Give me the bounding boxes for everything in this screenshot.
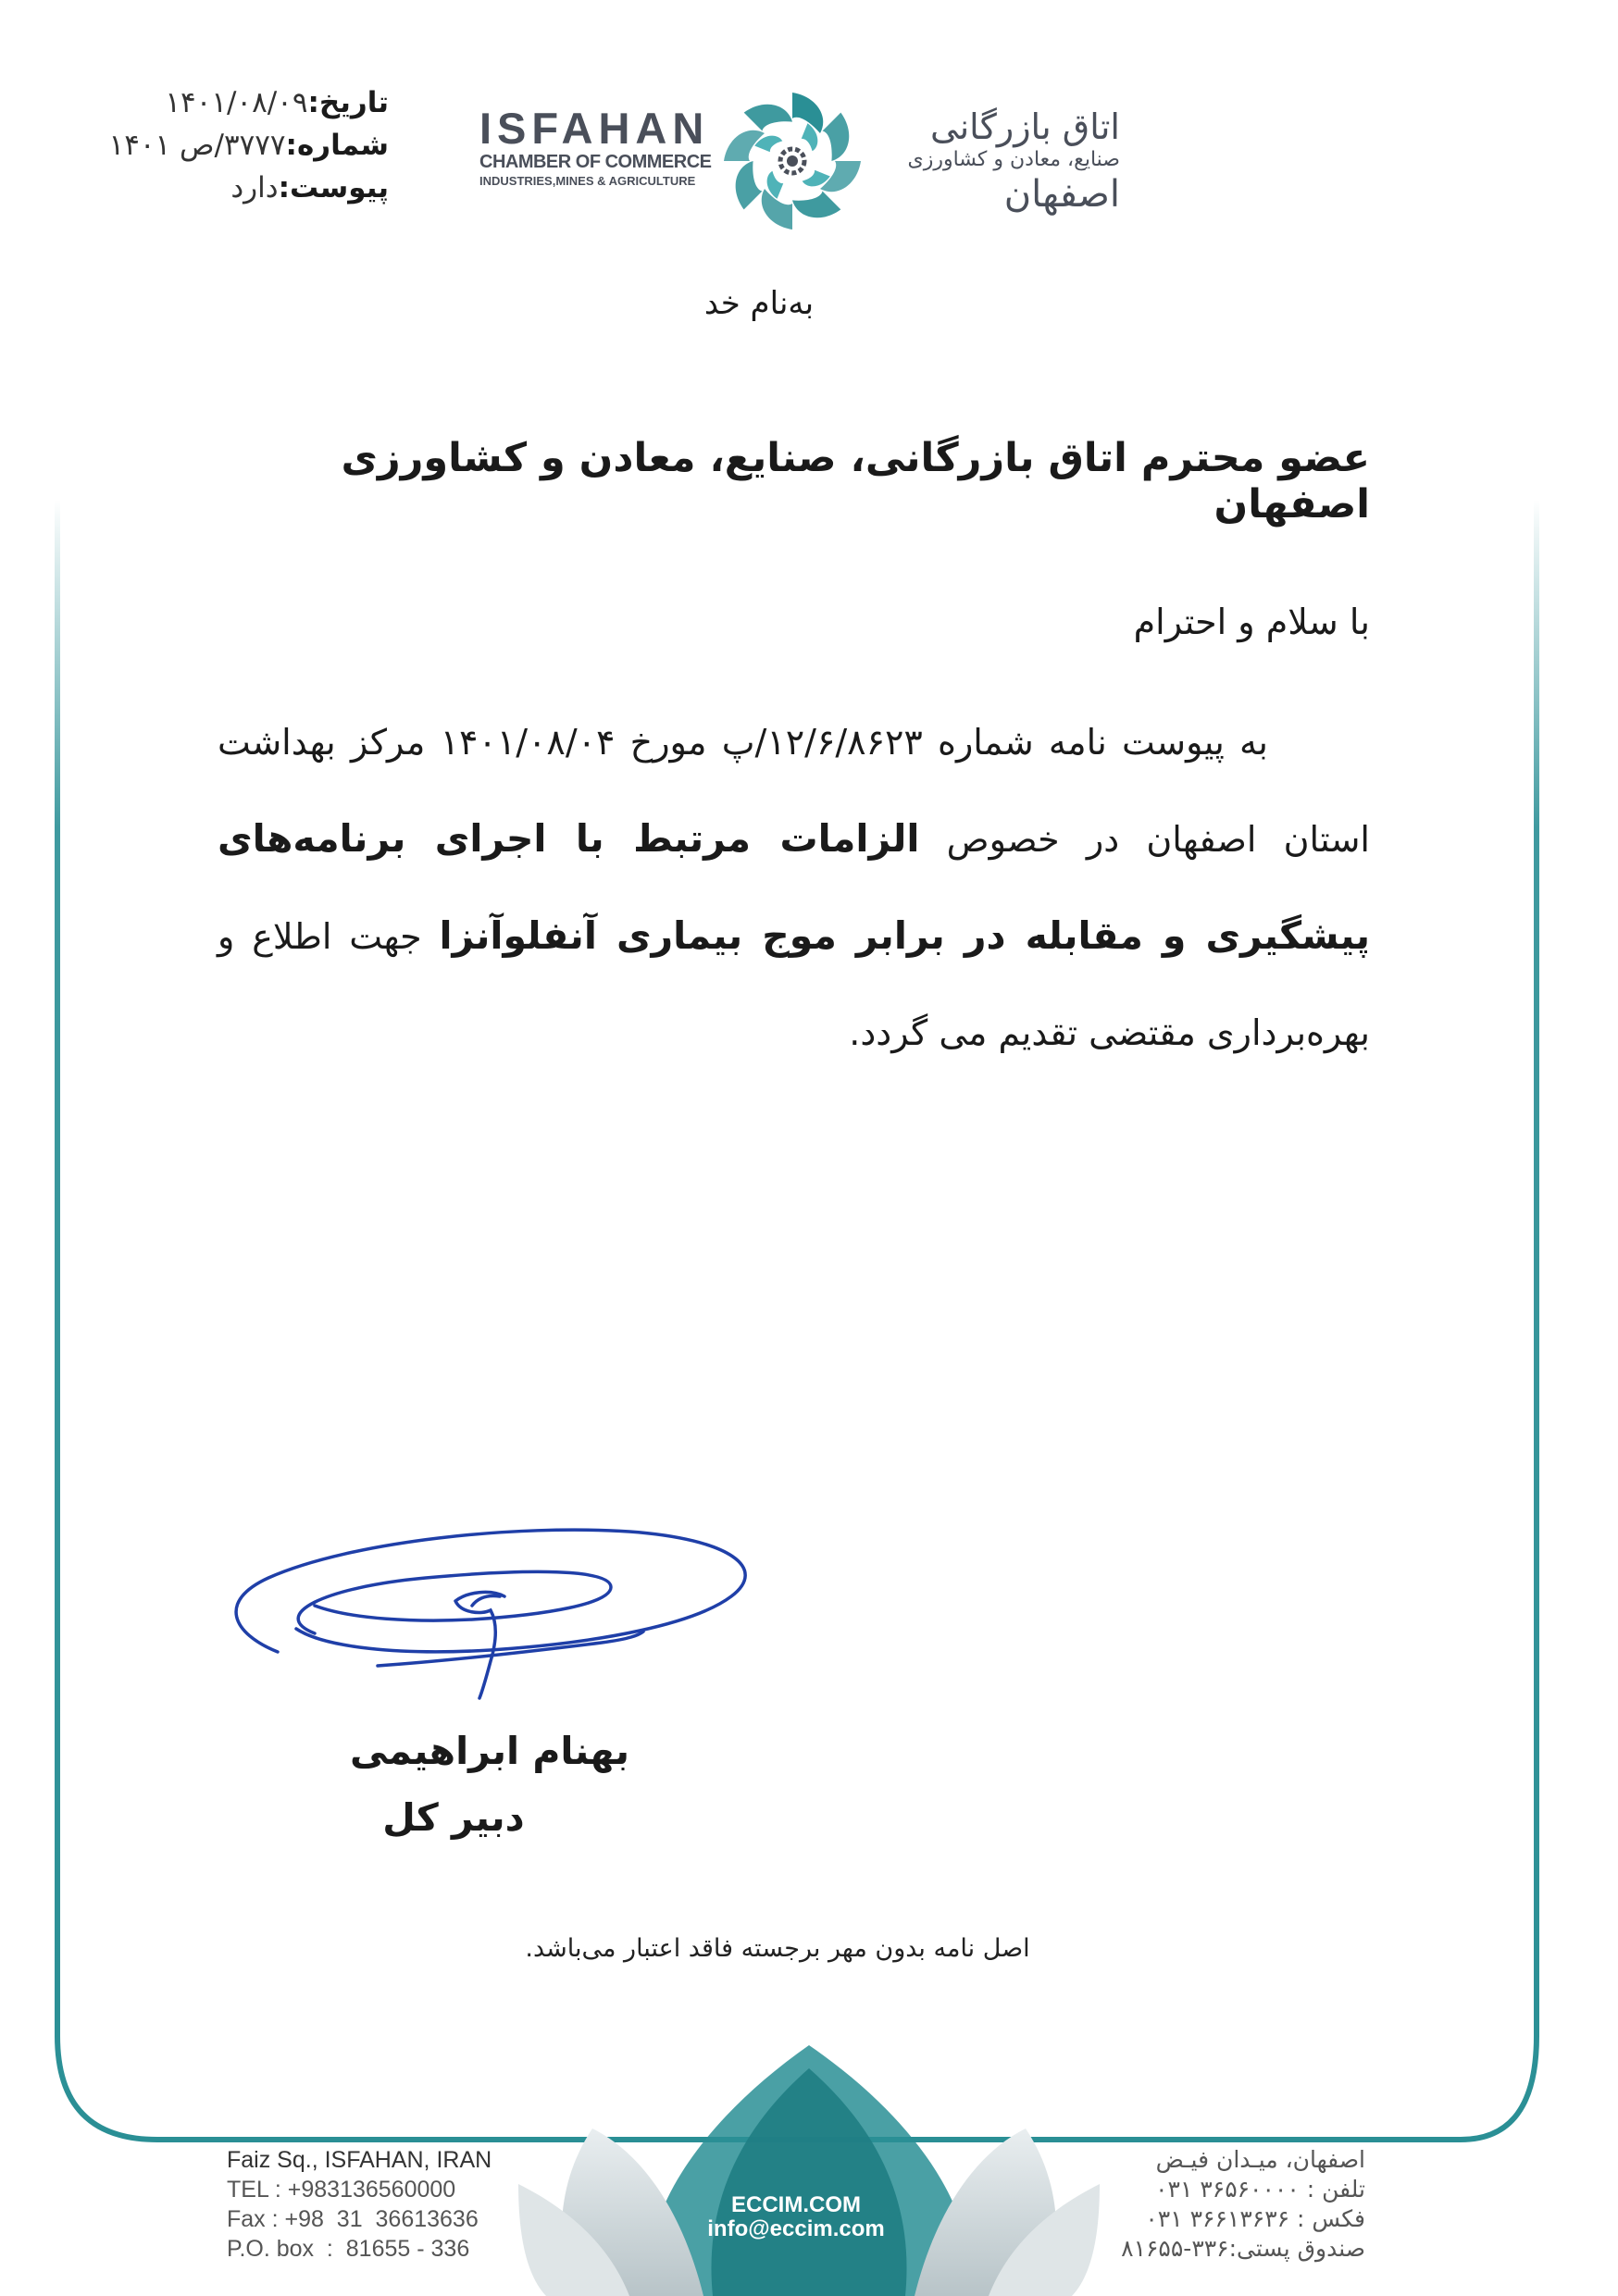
logo-english (479, 106, 722, 190)
recipient-heading: عضو محترم اتاق بازرگانی، صنایع، معادن و کشاورزی اصفهان (341, 435, 1370, 527)
footer-fa-pobox: صندوق پستی:۳۳۶-۸۱۶۵۵ (1121, 2235, 1365, 2262)
logo-fa-line1: اتاق بازرگانی (929, 106, 1120, 147)
number-label: شماره: (285, 129, 389, 162)
meta-attachment (65, 167, 389, 209)
footer-en-fax: Fax : +98 31 36613636 (227, 2206, 479, 2232)
body-part2: جهت اطلاع و بهره‌برداری مقتضی تقدیم می گردد. (218, 916, 1370, 1053)
logo-en-line2: CHAMBER OF COMMERCE (479, 152, 712, 172)
letter-meta (65, 81, 389, 209)
attachment-value: دارد (230, 171, 279, 205)
footer-en-pobox: P.O. box : 81655 - 336 (227, 2236, 470, 2262)
logo-emblem-icon (720, 89, 865, 233)
footer-en-tel: TEL : +983136560000 (227, 2177, 456, 2203)
body-part1: به پیوست نامه شماره ۱۲/۶/۸۶۲۳/پ مورخ ۱۴۰۱/۰۸/۰۴ مرکز بهداشت استان اصفهان در خصوص (218, 722, 1370, 860)
logo-fa-line3: اصفهان (1003, 173, 1120, 216)
footer-contact (685, 2193, 907, 2241)
footer-email[interactable]: info@eccim.com (707, 2216, 885, 2241)
logo-en-line1: ISFAHAN (479, 104, 710, 153)
footer-fa-tel: تلفن : ۳۶۵۶۰۰۰۰ ۰۳۱ (1155, 2176, 1365, 2203)
body-bold-subject: الزامات مرتبط با اجرای برنامه‌های پیشگیری و مقابله در برابر موج بیماری آنفلوآنزا (218, 816, 1370, 958)
footer-fa-address: اصفهان، میـدان فیـض (1155, 2146, 1365, 2173)
number-value: ۳۷۷۷/ص ۱۴۰۱ (108, 129, 286, 162)
handwritten-signature (213, 1513, 768, 1726)
footer-en-address: Faiz Sq., ISFAHAN, IRAN (227, 2147, 492, 2173)
footer-persian (1000, 2145, 1365, 2264)
letter-body (218, 694, 1370, 1081)
validity-note: اصل نامه بدون مهر برجسته فاقد اعتبار می‌باشد. (525, 1934, 1030, 1963)
attachment-label: پیوست: (278, 171, 389, 205)
basmala: به‌نام خد (703, 285, 815, 322)
logo-en-line3: INDUSTRIES,MINES & AGRICULTURE (479, 174, 696, 188)
date-value: ۱۴۰۱/۰۸/۰۹ (165, 86, 308, 119)
date-label: تاریخ: (307, 86, 389, 119)
footer-fa-fax: فکس : ۳۶۶۱۳۶۳۶ ۰۳۱ (1145, 2205, 1365, 2232)
footer-website[interactable]: ECCIM.COM (731, 2192, 861, 2217)
logo-persian (870, 106, 1120, 216)
meta-date (65, 81, 389, 124)
footer-english (227, 2145, 492, 2264)
signatory-title: دبیر کل (382, 1795, 525, 1840)
greeting: با سلام و احترام (1133, 602, 1370, 642)
signatory-name: بهنام ابراهیمی (349, 1729, 629, 1773)
meta-number (65, 124, 389, 167)
logo-fa-line2: صنایع، معادن و کشاورزی (907, 148, 1120, 171)
